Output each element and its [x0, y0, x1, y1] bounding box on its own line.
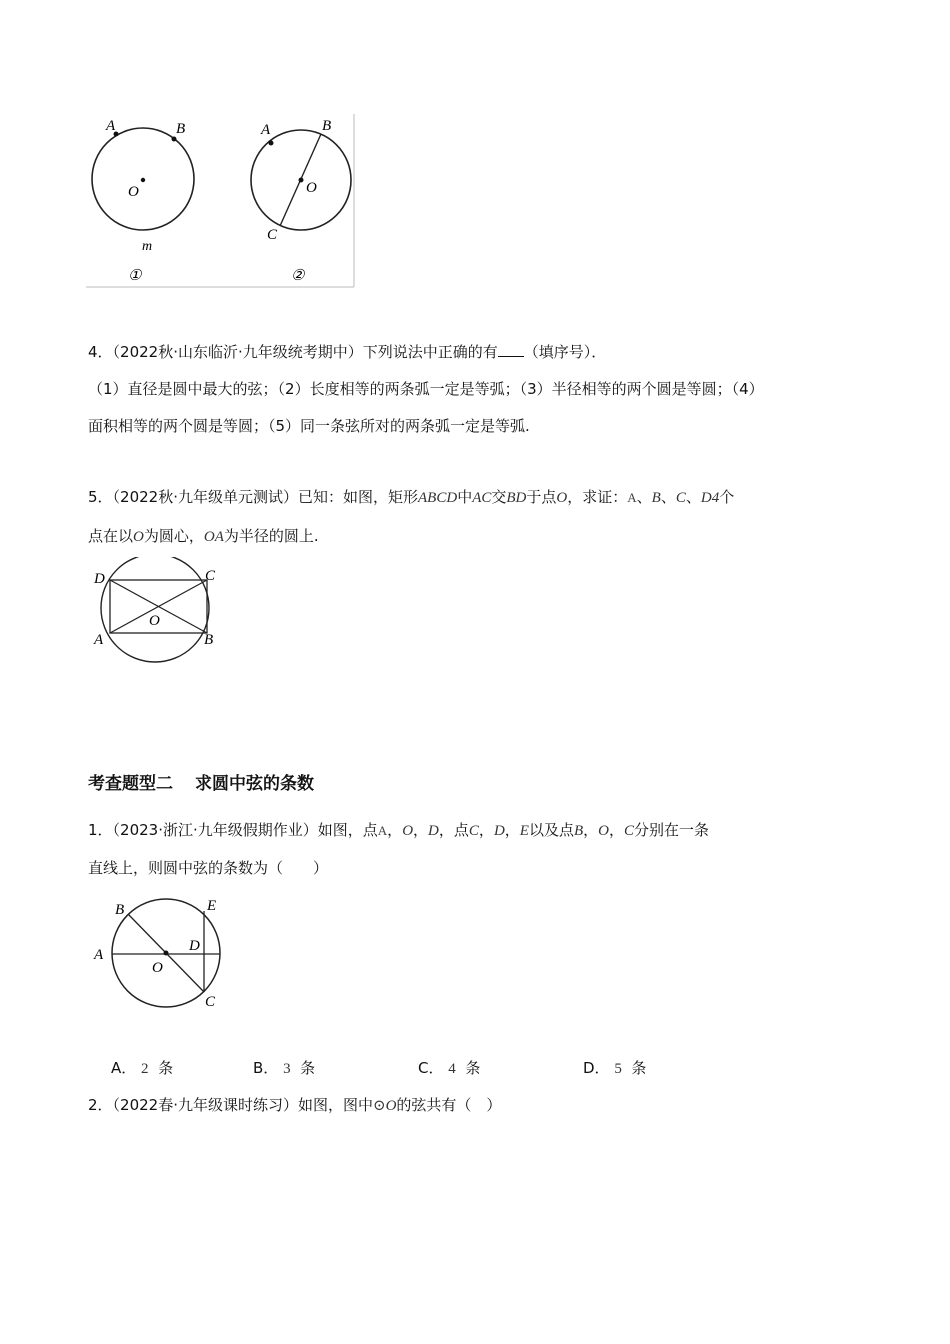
q5-line1: [88, 486, 734, 509]
p2-line1: [88, 1094, 501, 1117]
q5-text: 于点: [526, 488, 557, 506]
p1-sep: ，: [387, 821, 403, 839]
p1-text: 如图，点: [317, 821, 378, 839]
option-unit: 条: [158, 1059, 174, 1077]
option-b[interactable]: [253, 1057, 315, 1078]
math-o: O: [598, 823, 610, 839]
p2-source: （2022春·九年级课时练习）: [112, 1096, 298, 1114]
section-subtitle: 求圆中弦的条数: [195, 774, 314, 794]
option-value: 5: [614, 1061, 622, 1077]
label-A: A: [94, 947, 104, 963]
q5-sep: 、: [660, 488, 676, 506]
option-unit: 条: [465, 1059, 481, 1077]
math-ac: AC: [472, 490, 492, 506]
q5-text: ，求证：: [567, 488, 628, 506]
q5-line2: [88, 525, 319, 548]
label-B1: B: [176, 121, 186, 137]
p1-sep: ，: [504, 821, 520, 839]
p1-line2: 直线上，则圆中弦的条数为（ ）: [88, 859, 329, 877]
math-e: E: [519, 823, 529, 839]
option-c[interactable]: [418, 1057, 480, 1078]
option-letter: C．: [418, 1059, 444, 1077]
q4-answer-blank[interactable]: [498, 342, 524, 357]
q5-text: 为半径的圆上.: [223, 527, 319, 545]
q5-sep: 、: [636, 488, 652, 506]
q4-text-a: 下列说法中正确的有: [362, 343, 498, 361]
q4-number: 4．: [88, 343, 113, 361]
q5-text: 交: [491, 488, 507, 506]
label-O1: O: [128, 184, 139, 200]
math-abcd: ABCD: [418, 490, 458, 506]
label-circled-2: ②: [291, 268, 305, 284]
label-A2: A: [261, 122, 271, 138]
p1-sep: ，: [478, 821, 494, 839]
q4-line2: （1）直径是圆中最大的弦；（2）长度相等的两条弧一定是等弧；（3）半径相等的两个圆是等圆；（4）: [88, 380, 764, 398]
p1-sep: ，: [583, 821, 599, 839]
math-o: O: [133, 529, 144, 545]
label-B2: B: [322, 118, 332, 134]
label-B: B: [115, 902, 125, 918]
label-O: O: [152, 960, 163, 976]
p1-source: （2023·浙江·九年级假期作业）: [112, 821, 318, 839]
p2-text: 如图，图中: [298, 1096, 374, 1114]
label-C2: C: [267, 227, 278, 243]
p1-text: 以及点: [528, 821, 574, 839]
q4-line1: [88, 341, 606, 363]
p1-sep: ，: [609, 821, 625, 839]
figure-chords: [88, 892, 238, 1014]
option-letter: B．: [253, 1059, 279, 1077]
math-bd: BD: [506, 490, 527, 506]
label-B: B: [204, 632, 214, 648]
p2-number: 2．: [88, 1096, 113, 1114]
p1-line1: [88, 819, 709, 842]
math-d: D: [493, 823, 505, 839]
math-d: D: [428, 823, 439, 839]
q5-text: 已知：如图，矩形: [298, 488, 419, 506]
q5-sep: 、: [685, 488, 701, 506]
math-c: C: [624, 823, 635, 839]
q5-text: 个: [719, 488, 735, 506]
label-A: A: [94, 632, 104, 648]
section-heading: [88, 769, 314, 794]
q4-source: （2022秋·山东临沂·九年级统考期中）: [112, 343, 363, 361]
math-o: O: [556, 490, 568, 506]
q4-line3: 面积相等的两个圆是等圆；（5）同一条弦所对的两条弧一定是等弧.: [88, 417, 530, 435]
option-d[interactable]: [583, 1057, 646, 1078]
q5-source: （2022秋·九年级单元测试）: [112, 488, 298, 506]
q5-text: 中: [457, 488, 473, 506]
option-value: 4: [448, 1061, 456, 1077]
label-D: D: [94, 571, 105, 587]
option-a[interactable]: [111, 1057, 173, 1078]
math-o: O: [402, 823, 414, 839]
q5-number: 5．: [88, 488, 113, 506]
label-O2: O: [306, 180, 317, 196]
q5-text: 点在以: [88, 527, 134, 545]
option-value: 2: [141, 1061, 149, 1077]
math-b: B: [573, 823, 584, 839]
label-C: C: [205, 568, 216, 584]
option-value: 3: [283, 1061, 291, 1077]
math-d4: D4: [700, 490, 720, 506]
p1-number: 1．: [88, 821, 113, 839]
math-b: B: [651, 490, 661, 506]
label-A1: A: [106, 118, 116, 134]
figure-two-circles: [84, 112, 358, 292]
math-a: A: [627, 490, 637, 505]
p1-text: 分别在一条: [634, 821, 710, 839]
p1-text: ，点: [438, 821, 469, 839]
q5-text: 为圆心，: [143, 527, 204, 545]
option-unit: 条: [300, 1059, 316, 1077]
q4-text-b: （填序号）．: [523, 343, 607, 361]
option-letter: A．: [111, 1059, 137, 1077]
option-letter: D．: [583, 1059, 610, 1077]
figure-rectangle-in-circle: [88, 557, 228, 667]
math-oa: OA: [203, 529, 224, 545]
label-circled-1: ①: [128, 268, 142, 284]
option-unit: 条: [631, 1059, 647, 1077]
label-D: D: [189, 938, 200, 954]
section-title: 考查题型二: [88, 774, 173, 794]
math-circle-o: ⊙O: [373, 1098, 397, 1114]
label-m: m: [142, 239, 153, 254]
label-O: O: [149, 613, 160, 629]
label-C: C: [205, 994, 216, 1010]
math-c: C: [675, 490, 686, 506]
p2-text: 的弦共有（ ）: [396, 1096, 502, 1114]
math-c: C: [468, 823, 479, 839]
math-a: A: [377, 823, 388, 838]
p1-sep: ，: [413, 821, 429, 839]
label-E: E: [207, 898, 217, 914]
